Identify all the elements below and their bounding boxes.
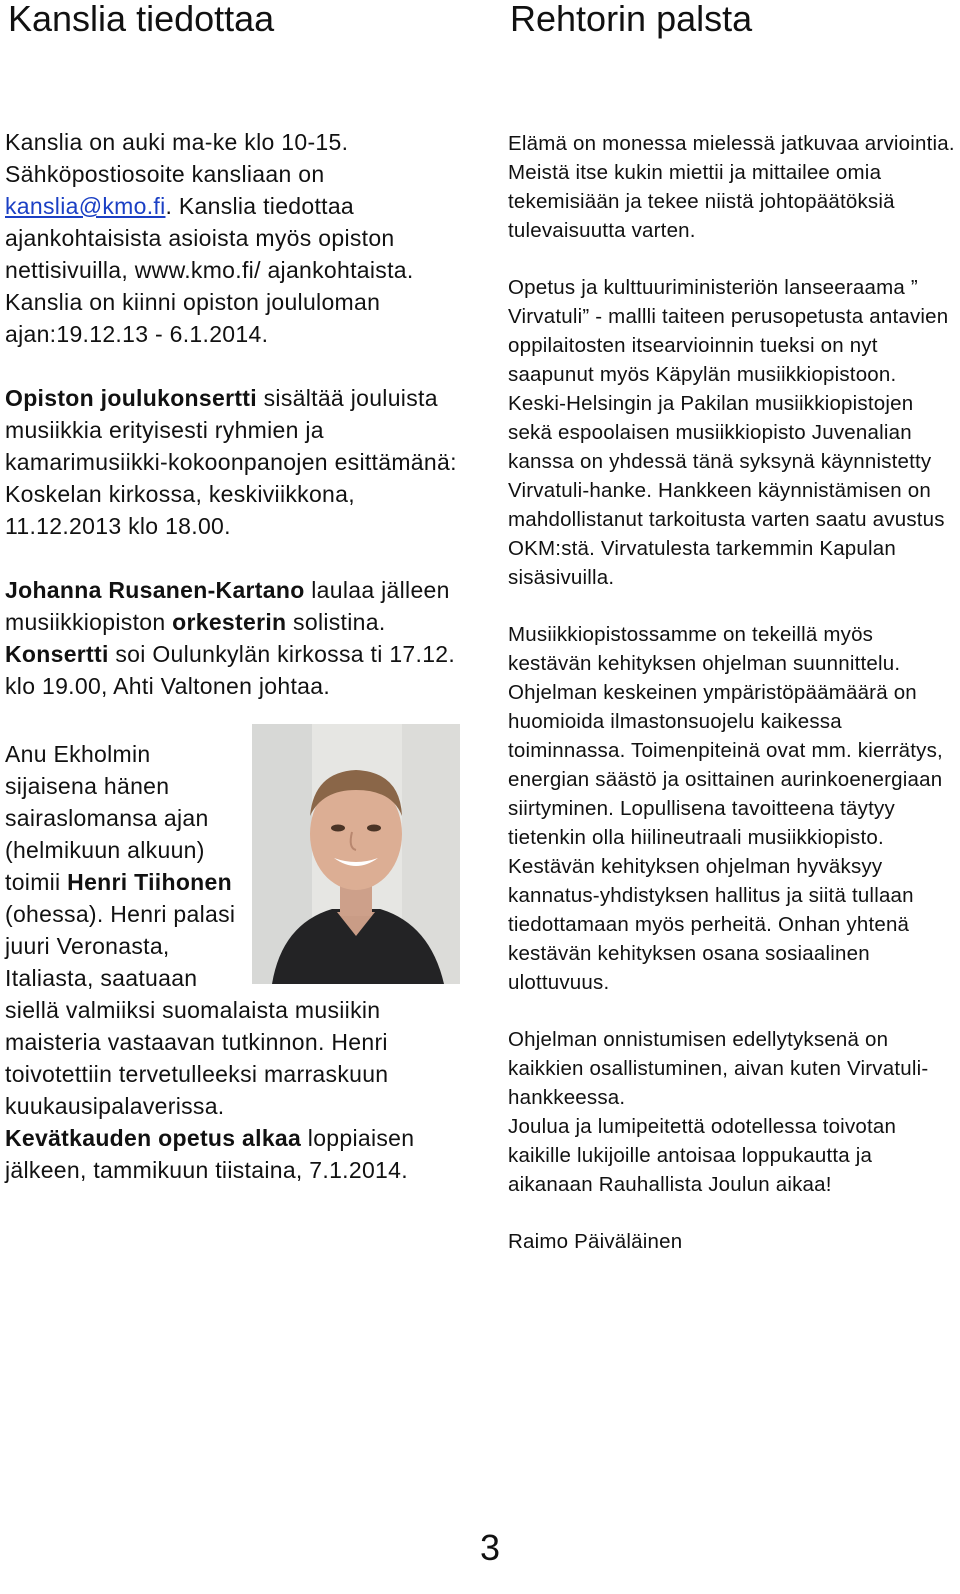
office-email-link[interactable]: kanslia@kmo.fi bbox=[5, 193, 166, 219]
principal-closing bbox=[508, 1025, 958, 1199]
soloist-paragraph: Johanna Rusanen-Kartano laulaa jälleen musiikkiopiston orkesterin solistina. Konsertti soi Oulunkylän kirkossa ti 17.12. klo 19.00, Ahti Valtonen johtaa. bbox=[5, 577, 456, 699]
principal-paragraph-3: Musiikkiopistossamme on tekeillä myös kestävän kehityksen ohjelman suunnittelu. Ohjelman keskeinen ympäristöpäämäärä on huomioida ilmastonsuojelu kaikessa toiminnassa. Toimenpiteinä ovat mm. kierrätys, energian säästö ja osittainen aurinkoenergiaan siirtyminen. Lopullisena tavoitteena täytyy tietenkin olla hiilineutraali musiikkiopisto. Kestävän kehityksen ohjelman hyväksyy kannatus-yhdistyksen hallitus ja siitä tullaan tiedottamaan myös perheitä. Onhan yhtenä kestävän kehityksen osana sosiaalinen ulottuvuus. bbox=[508, 623, 943, 994]
spring-term-paragraph: Kevätkauden opetus alkaa loppiaisen jälkeen, tammikuun tiistaina, 7.1.2014. bbox=[5, 1125, 415, 1183]
principal-closing-2: Joulua ja lumipeitettä odotellessa toivotan kaikille lukijoille antoisaa loppukautta ja aikanaan Rauhallista Joulun aikaa! bbox=[508, 1115, 897, 1196]
principal-paragraph-2: Opetus ja kulttuuriministeriön lanseeraama ” Virvatuli” - mallli taiteen perusopetusta antavien oppilaitosten itsearvioinnin tueksi on nyt saapunut myös Käpylän musiikkiopistoon. Keski-Helsingin ja Pakilan musiikkiopistojen sekä espoolaisen musiikkiopisto Juvenalian kanssa on yhdessä tänä syksynä käynnistetty Virvatuli-hanke. Hankkeen käynnistämisen on mahdollistanut tarkoitusta varten saatu avustus OKM:stä. Virvatulesta tarkemmin Kapulan sisäsivuilla. bbox=[508, 276, 949, 589]
substitute-teacher-paragraph: Anu Ekholmin sijaisena hänen sairaslomansa ajan (helmikuun alkuun) toimii Henri Tiihonen (ohessa). Henri palasi juuri Veronasta, Italiasta, saatuaan siellä valmiiksi suomalaista musiikin maisteria vastaavan tutkinnon. Henri toivotettiin tervetulleeksi marraskuun kuukausipalaverissa. bbox=[5, 741, 389, 1119]
portrait-image bbox=[252, 724, 460, 984]
right-column-heading: Rehtorin palsta bbox=[510, 0, 753, 39]
principal-paragraph-1: Elämä on monessa mielessä jatkuvaa arviointia. Meistä itse kukin miettii ja mittailee omia tekemisiään ja tekee niistä johtopäätöksiä tulevaisuutta varten. bbox=[508, 132, 955, 242]
left-column bbox=[5, 126, 465, 1186]
substitute-teacher-block bbox=[5, 738, 465, 1122]
right-column bbox=[508, 129, 958, 1256]
left-column-heading: Kanslia tiedottaa bbox=[8, 0, 275, 39]
principal-signature: Raimo Päiväläinen bbox=[508, 1230, 683, 1253]
page-number: 3 bbox=[479, 1527, 501, 1568]
teacher-portrait-photo bbox=[252, 724, 460, 984]
christmas-concert-paragraph: Opiston joulukonsertti sisältää jouluista musiikkia erityisesti ryhmien ja kamarimusiikki-kokoonpanojen esittämänä: Koskelan kirkossa, keskiviikkona, 11.12.2013 klo 18.00. bbox=[5, 385, 457, 539]
office-info-paragraph: Kanslia on auki ma-ke klo 10-15. Sähköpostiosoite kansliaan on kanslia@kmo.fi. Kanslia tiedottaa ajankohtaisista asioista myös opiston nettisivuilla, www.kmo.fi/ ajankohtaista. Kanslia on kiinni opiston joululoman ajan:19.12.13 - 6.1.2014. bbox=[5, 129, 414, 347]
principal-closing-1: Ohjelman onnistumisen edellytyksenä on kaikkien osallistuminen, aivan kuten Virvatuli-hankkeessa. bbox=[508, 1028, 929, 1109]
